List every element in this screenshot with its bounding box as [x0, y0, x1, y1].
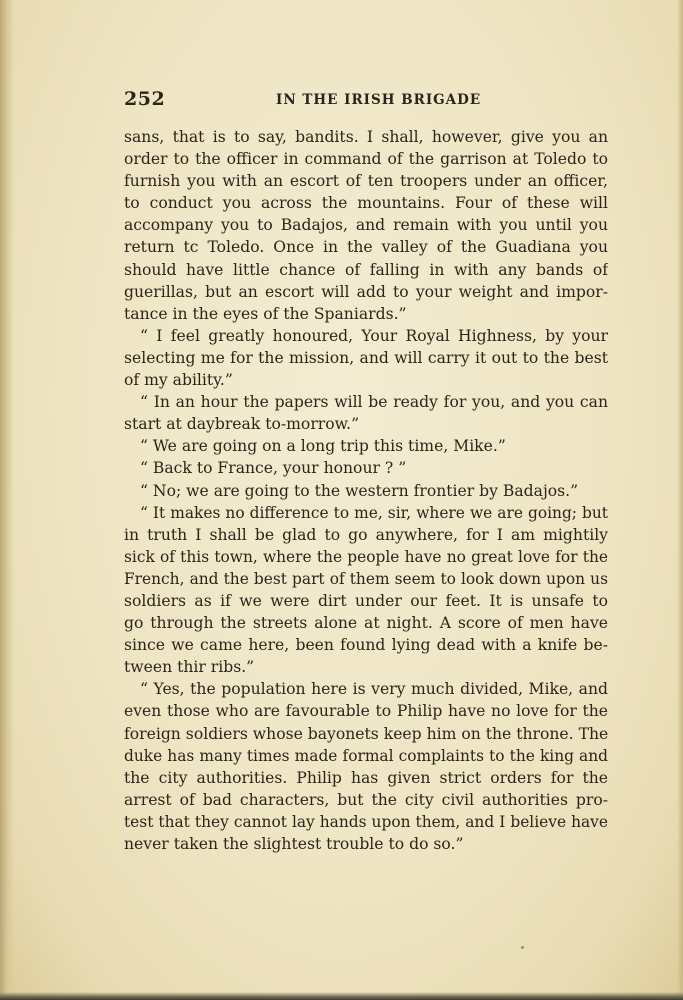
page-spine-shadow	[0, 0, 14, 1000]
text-line: in truth I shall be glad to go anywhere, for I am mightily	[124, 525, 608, 544]
page-bottom-edge	[0, 992, 683, 1000]
text-line: to conduct you across the mountains. Four of these will	[124, 194, 608, 213]
text-line: “ I feel greatly honoured, Your Royal Highness, by your	[140, 326, 608, 345]
text-line: “ No; we are going to the western frontier by Badajos.”	[140, 481, 579, 500]
text-line: even those who are favourable to Philip have no love for the	[124, 702, 608, 721]
text-line: “ Yes, the population here is very much divided, Mike, and	[140, 680, 608, 699]
text-line: return tc Toledo. Once in the valley of the Guadiana you	[124, 238, 608, 257]
text-line: duke has many times made formal complaints to the king and	[124, 746, 608, 765]
text-line: furnish you with an escort of ten troopers under an officer,	[124, 172, 608, 191]
text-line: tween thir ribs.”	[124, 658, 255, 677]
text-line: guerillas, but an escort will add to your weight and impor-	[124, 282, 608, 301]
page-right-edge	[677, 0, 683, 1000]
text-line: “ It makes no difference to me, sir, where we are going; but	[140, 503, 608, 522]
text-line: French, and the best part of them seem to look down upon us	[124, 569, 608, 588]
text-line: start at daybreak to-morrow.”	[124, 415, 360, 434]
paper-speck	[521, 946, 524, 949]
text-line: “ We are going on a long trip this time, Mike.”	[140, 437, 506, 456]
text-line: go through the streets alone at night. A score of men have	[124, 614, 608, 633]
text-line: test that they cannot lay hands upon them, and I believe have	[124, 812, 608, 831]
text-line: sans, that is to say, bandits. I shall, however, give you an	[124, 128, 608, 146]
text-line: the city authorities. Philip has given strict orders for the	[124, 768, 608, 787]
text-line: since we came here, been found lying dead with a knife be-	[124, 636, 608, 655]
text-line: arrest of bad characters, but the city civil authorities pro-	[124, 790, 608, 809]
text-line: foreign soldiers whose bayonets keep him on the throne. The	[124, 724, 608, 743]
text-line: tance in the eyes of the Spaniards.”	[124, 304, 407, 323]
page-header	[124, 88, 608, 112]
text-line: should have little chance of falling in with any bands of	[124, 260, 608, 279]
text-line: sick of this town, where the people have no great love for the	[124, 547, 608, 566]
text-line: order to the officer in command of the garrison at Toledo to	[124, 150, 608, 169]
text-line: “ In an hour the papers will be ready for you, and you can	[140, 393, 608, 412]
running-head: IN THE IRISH BRIGADE	[276, 92, 482, 108]
body-text	[124, 126, 608, 855]
text-line: of my ability.”	[124, 371, 233, 390]
text-line: soldiers as if we were dirt under our feet. It is unsafe to	[124, 591, 608, 610]
text-line: accompany you to Badajos, and remain with you until you	[124, 216, 608, 235]
text-line: “ Back to France, your honour ? ”	[140, 459, 407, 478]
text-line: never taken the slightest trouble to do so.”	[124, 835, 464, 853]
text-line: selecting me for the mission, and will carry it out to the best	[124, 348, 608, 367]
page-number: 252	[124, 88, 166, 110]
